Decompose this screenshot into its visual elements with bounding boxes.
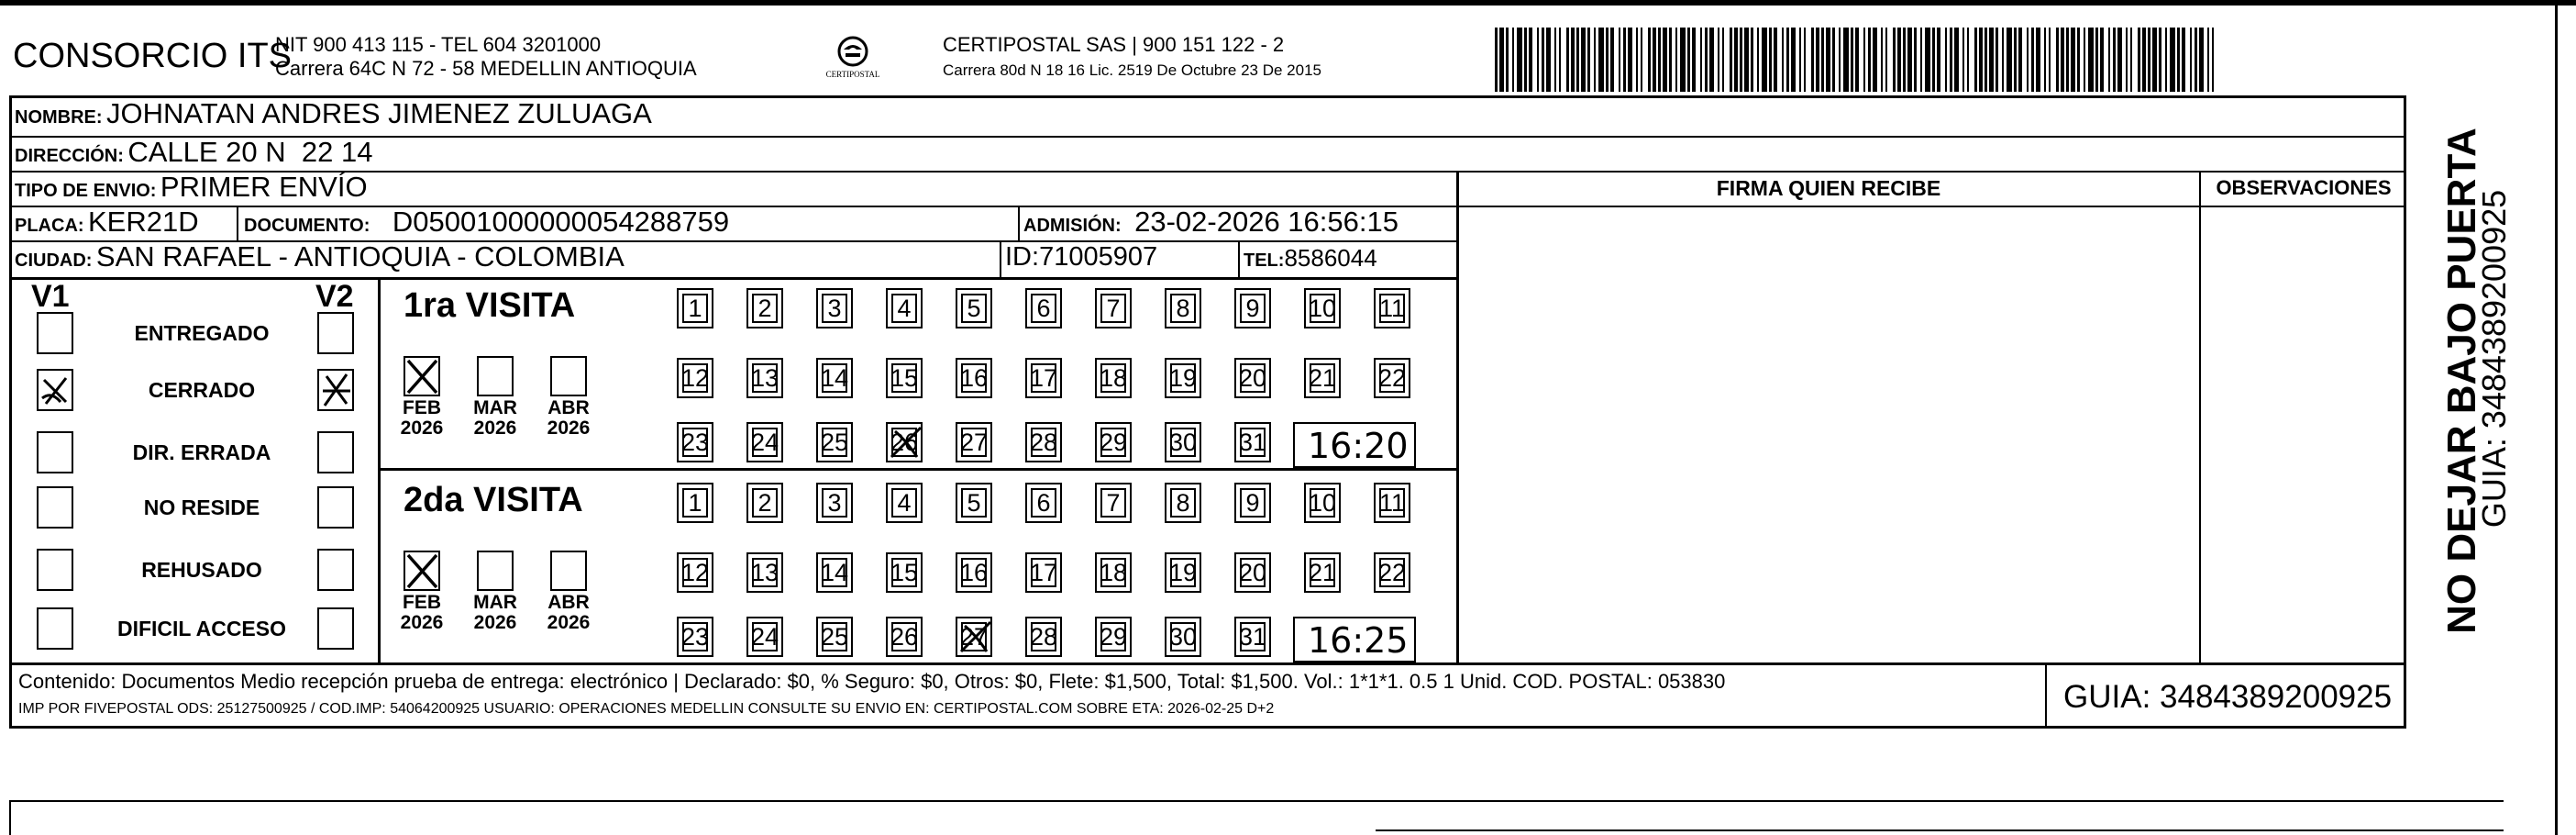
footer-line1: Contenido: Documentos Medio recepción prueba de entrega: electrónico | Declarado: $0, % Seguro: $0, Otros: $0, Flete: $1,500, Total: $1,500. Vol.: 1*1*1. 0.5 1 Unid. COD. POSTAL: 053830 xyxy=(18,670,1726,693)
day-number: 23 xyxy=(680,429,710,456)
ciudad-value: SAN RAFAEL - ANTIOQUIA - COLOMBIA xyxy=(95,240,625,273)
day-box[interactable] xyxy=(886,288,923,328)
side-guia: GUIA: 3484389200925 xyxy=(2475,189,2513,529)
day-number: 8 xyxy=(1176,295,1190,322)
admision-label: ADMISIÓN: xyxy=(1023,216,1122,236)
day-box[interactable] xyxy=(1234,288,1271,328)
visit-title: 1ra VISITA xyxy=(404,286,576,325)
day-box[interactable] xyxy=(746,288,783,328)
day-box[interactable] xyxy=(1095,358,1132,398)
day-box[interactable] xyxy=(746,552,783,593)
year-label: 2026 xyxy=(400,612,444,633)
month-checkbox[interactable] xyxy=(404,551,440,591)
side-title: NO DEJAR BAJO PUERTA xyxy=(2439,128,2484,634)
day-number: 31 xyxy=(1238,623,1267,651)
day-box[interactable] xyxy=(1304,552,1341,593)
day-number: 6 xyxy=(1036,295,1051,322)
company-nit: NIT 900 413 115 - TEL 604 3201000 xyxy=(275,33,602,56)
day-number: 12 xyxy=(680,559,710,586)
day-box[interactable] xyxy=(1165,358,1201,398)
day-number: 23 xyxy=(680,623,710,651)
day-number: 12 xyxy=(680,364,710,392)
ciudad-label: CIUDAD: xyxy=(15,250,93,271)
month-checkbox[interactable] xyxy=(404,356,440,396)
id-label: ID: xyxy=(1005,242,1040,272)
month-label: FEB xyxy=(403,592,441,613)
admision-value: 23-02-2026 16:56:15 xyxy=(1134,206,1399,238)
day-number: 14 xyxy=(820,559,849,586)
visit-time-box[interactable] xyxy=(1293,617,1416,662)
day-number: 1 xyxy=(688,295,702,322)
day-number: 1 xyxy=(688,489,702,517)
v2-checkbox[interactable] xyxy=(317,549,354,591)
day-number: 8 xyxy=(1176,489,1190,517)
day-number: 10 xyxy=(1308,489,1337,517)
day-number: 31 xyxy=(1238,429,1267,456)
v1-checkbox[interactable] xyxy=(37,312,73,354)
month-label: ABR xyxy=(547,592,590,613)
day-box[interactable] xyxy=(1095,288,1132,328)
day-box[interactable] xyxy=(1374,552,1410,593)
day-box[interactable] xyxy=(1025,483,1062,523)
day-number: 7 xyxy=(1106,489,1121,517)
day-box[interactable] xyxy=(1234,552,1271,593)
day-number: 22 xyxy=(1377,364,1407,392)
id-row xyxy=(1005,242,1157,273)
firma-label: FIRMA QUIEN RECIBE xyxy=(1716,176,1941,200)
day-box[interactable] xyxy=(746,422,783,462)
day-box[interactable] xyxy=(1025,288,1062,328)
cut-line xyxy=(1376,829,2504,831)
status-option-label: NO RESIDE xyxy=(143,495,260,519)
day-box[interactable] xyxy=(1165,617,1201,657)
day-number: 5 xyxy=(967,489,981,517)
v2-checkbox[interactable] xyxy=(317,607,354,650)
day-box[interactable] xyxy=(746,617,783,657)
day-number: 27 xyxy=(959,623,989,651)
visit-time: 16:20 xyxy=(1308,426,1409,466)
day-number: 25 xyxy=(820,429,849,456)
v2-checkbox[interactable] xyxy=(317,431,354,473)
day-box[interactable] xyxy=(677,422,713,462)
day-box[interactable] xyxy=(1304,483,1341,523)
day-number: 6 xyxy=(1036,489,1051,517)
month-checkbox[interactable] xyxy=(477,356,514,396)
day-box[interactable] xyxy=(677,358,713,398)
day-box[interactable] xyxy=(886,483,923,523)
divider xyxy=(1238,240,1240,277)
day-box[interactable] xyxy=(1025,422,1062,462)
side-text xyxy=(2421,110,2540,642)
placa-value: KER21D xyxy=(88,206,199,238)
day-number: 13 xyxy=(750,364,779,392)
day-box[interactable] xyxy=(816,358,853,398)
day-number: 16 xyxy=(959,364,989,392)
day-box[interactable] xyxy=(816,422,853,462)
day-box[interactable] xyxy=(1165,483,1201,523)
day-box[interactable] xyxy=(1165,288,1201,328)
day-number: 19 xyxy=(1168,559,1198,586)
day-number: 7 xyxy=(1106,295,1121,322)
tipo-row xyxy=(15,171,368,204)
day-number: 30 xyxy=(1168,429,1198,456)
placa-row xyxy=(15,206,199,239)
day-number: 3 xyxy=(827,295,842,322)
day-box[interactable] xyxy=(1304,358,1341,398)
day-box[interactable] xyxy=(1374,288,1410,328)
v1-checkbox[interactable] xyxy=(37,369,73,411)
direccion-label: DIRECCIÓN: xyxy=(15,146,124,166)
day-number: 16 xyxy=(959,559,989,586)
v2-checkbox[interactable] xyxy=(317,369,354,411)
day-number: 20 xyxy=(1238,559,1267,586)
day-box[interactable] xyxy=(1234,422,1271,462)
day-box[interactable] xyxy=(816,288,853,328)
placa-label: PLACA: xyxy=(15,216,84,236)
day-box[interactable] xyxy=(1095,552,1132,593)
day-box[interactable] xyxy=(1234,483,1271,523)
divider xyxy=(2045,662,2047,729)
day-box[interactable] xyxy=(956,288,992,328)
tel-value: 8586044 xyxy=(1284,244,1377,272)
carrier-license: Carrera 80d N 18 16 Lic. 2519 De Octubre 23 De 2015 xyxy=(943,61,1321,79)
day-number: 30 xyxy=(1168,623,1198,651)
day-box[interactable] xyxy=(816,483,853,523)
day-number: 29 xyxy=(1099,623,1128,651)
day-number: 19 xyxy=(1168,364,1198,392)
v1-checkbox[interactable] xyxy=(37,549,73,591)
divider xyxy=(1456,171,1459,662)
cut-line xyxy=(9,800,2504,802)
company-address: Carrera 64C N 72 - 58 MEDELLIN ANTIOQUIA xyxy=(275,57,697,80)
day-number: 14 xyxy=(820,364,849,392)
day-box[interactable] xyxy=(746,483,783,523)
day-number: 21 xyxy=(1308,559,1337,586)
day-box[interactable] xyxy=(677,552,713,593)
day-number: 20 xyxy=(1238,364,1267,392)
barcode xyxy=(1495,28,2224,92)
v2-label: V2 xyxy=(315,279,354,314)
carrier-name: CERTIPOSTAL SAS | 900 151 122 - 2 xyxy=(943,33,1285,56)
nombre-value: JOHNATAN ANDRES JIMENEZ ZULUAGA xyxy=(106,97,652,129)
day-box[interactable] xyxy=(677,617,713,657)
month-label: MAR xyxy=(473,397,517,418)
day-number: 10 xyxy=(1308,295,1337,322)
certipostal-logo xyxy=(816,33,890,84)
id-value: 71005907 xyxy=(1039,242,1158,272)
direccion-value: CALLE 20 N 22 14 xyxy=(127,136,373,168)
day-box[interactable] xyxy=(1025,358,1062,398)
day-box[interactable] xyxy=(746,358,783,398)
v2-checkbox[interactable] xyxy=(317,486,354,529)
divider xyxy=(2199,171,2201,662)
day-number: 11 xyxy=(1378,489,1406,517)
day-number: 25 xyxy=(820,623,849,651)
divider xyxy=(378,468,1458,471)
day-box[interactable] xyxy=(1374,483,1410,523)
status-option-label: DIR. ERRADA xyxy=(132,440,271,464)
day-number: 4 xyxy=(897,489,912,517)
edge-line xyxy=(2555,0,2558,835)
divider xyxy=(1458,206,2406,207)
day-number: 3 xyxy=(827,489,842,517)
day-box[interactable] xyxy=(956,617,992,657)
day-number: 29 xyxy=(1099,429,1128,456)
divider xyxy=(1000,240,1001,277)
v1-checkbox[interactable] xyxy=(37,431,73,473)
day-box[interactable] xyxy=(816,552,853,593)
tipo-value: PRIMER ENVÍO xyxy=(160,171,368,203)
day-box[interactable] xyxy=(886,358,923,398)
company-name: CONSORCIO ITS xyxy=(13,37,293,75)
status-option-label: REHUSADO xyxy=(141,558,262,582)
tel-label: TEL: xyxy=(1244,250,1285,271)
footer-line2: IMP POR FIVEPOSTAL ODS: 25127500925 / COD.IMP: 54064200925 USUARIO: OPERACIONES MEDELLIN CONSULTE SU ENVIO EN: CERTIPOSTAL.COM SOBRE ETA: 2026-02-25 D+2 xyxy=(18,701,1275,717)
day-number: 9 xyxy=(1245,295,1260,322)
documento-value: D05001000000054288759 xyxy=(392,206,730,238)
day-number: 2 xyxy=(757,489,772,517)
day-number: 17 xyxy=(1029,559,1058,586)
divider xyxy=(9,171,2406,173)
v1-checkbox[interactable] xyxy=(37,486,73,529)
day-box[interactable] xyxy=(1025,552,1062,593)
day-box[interactable] xyxy=(956,358,992,398)
cut-line xyxy=(9,800,11,835)
day-number: 27 xyxy=(959,429,989,456)
visit-title: 2da VISITA xyxy=(404,481,583,519)
direccion-row xyxy=(15,136,372,169)
nombre-row xyxy=(15,97,652,130)
documento-label: DOCUMENTO: xyxy=(244,216,370,236)
day-number: 18 xyxy=(1099,559,1128,586)
day-box[interactable] xyxy=(1165,552,1201,593)
year-label: 2026 xyxy=(473,612,517,633)
top-rule xyxy=(0,0,2576,6)
nombre-label: NOMBRE: xyxy=(15,107,103,128)
status-option-label: CERRADO xyxy=(148,378,256,402)
day-number: 24 xyxy=(750,623,779,651)
day-box[interactable] xyxy=(677,288,713,328)
documento-row xyxy=(244,206,729,239)
month-checkbox[interactable] xyxy=(550,551,587,591)
day-number: 2 xyxy=(757,295,772,322)
day-box[interactable] xyxy=(1025,617,1062,657)
admision-row xyxy=(1023,206,1399,239)
day-box[interactable] xyxy=(886,552,923,593)
day-box[interactable] xyxy=(956,483,992,523)
status-option-label: ENTREGADO xyxy=(134,321,270,345)
v1-label: V1 xyxy=(31,279,70,314)
day-box[interactable] xyxy=(1304,288,1341,328)
day-box[interactable] xyxy=(956,552,992,593)
day-box[interactable] xyxy=(1095,483,1132,523)
day-box[interactable] xyxy=(1234,358,1271,398)
day-box[interactable] xyxy=(1165,422,1201,462)
month-checkbox[interactable] xyxy=(477,551,514,591)
day-number: 4 xyxy=(897,295,912,322)
day-box[interactable] xyxy=(1095,422,1132,462)
day-number: 9 xyxy=(1245,489,1260,517)
footer-guia: GUIA: 3484389200925 xyxy=(2063,679,2393,715)
day-number: 5 xyxy=(967,295,981,322)
day-number: 21 xyxy=(1308,364,1337,392)
month-label: ABR xyxy=(547,397,590,418)
tel-row xyxy=(1244,244,1377,273)
day-box[interactable] xyxy=(886,617,923,657)
tipo-label: TIPO DE ENVIO: xyxy=(15,181,157,201)
v2-checkbox[interactable] xyxy=(317,312,354,354)
month-checkbox[interactable] xyxy=(550,356,587,396)
day-number: 15 xyxy=(890,559,919,586)
day-number: 24 xyxy=(750,429,779,456)
day-box[interactable] xyxy=(1374,358,1410,398)
day-number: 26 xyxy=(890,429,919,456)
day-number: 11 xyxy=(1378,295,1406,322)
year-label: 2026 xyxy=(547,612,591,633)
day-box[interactable] xyxy=(677,483,713,523)
ciudad-row xyxy=(15,240,625,273)
divider xyxy=(1018,206,1020,240)
month-label: FEB xyxy=(403,397,441,418)
v1-checkbox[interactable] xyxy=(37,607,73,650)
divider xyxy=(237,206,238,240)
day-number: 18 xyxy=(1099,364,1128,392)
year-label: 2026 xyxy=(400,418,444,439)
day-box[interactable] xyxy=(1234,617,1271,657)
day-number: 22 xyxy=(1377,559,1407,586)
visit-time: 16:25 xyxy=(1308,620,1409,661)
day-number: 13 xyxy=(750,559,779,586)
year-label: 2026 xyxy=(547,418,591,439)
year-label: 2026 xyxy=(473,418,517,439)
day-number: 26 xyxy=(890,623,919,651)
day-number: 17 xyxy=(1029,364,1058,392)
status-option-label: DIFICIL ACCESO xyxy=(116,617,286,640)
day-box[interactable] xyxy=(956,422,992,462)
day-number: 15 xyxy=(890,364,919,392)
day-box[interactable] xyxy=(816,617,853,657)
day-box[interactable] xyxy=(886,422,923,462)
divider xyxy=(9,277,1458,280)
day-number: 28 xyxy=(1029,623,1058,651)
day-number: 28 xyxy=(1029,429,1058,456)
observaciones-label: OBSERVACIONES xyxy=(2216,176,2392,199)
month-label: MAR xyxy=(473,592,517,613)
logo-text: CERTIPOSTAL xyxy=(825,70,880,79)
visit-time-box[interactable] xyxy=(1293,422,1416,468)
day-box[interactable] xyxy=(1095,617,1132,657)
